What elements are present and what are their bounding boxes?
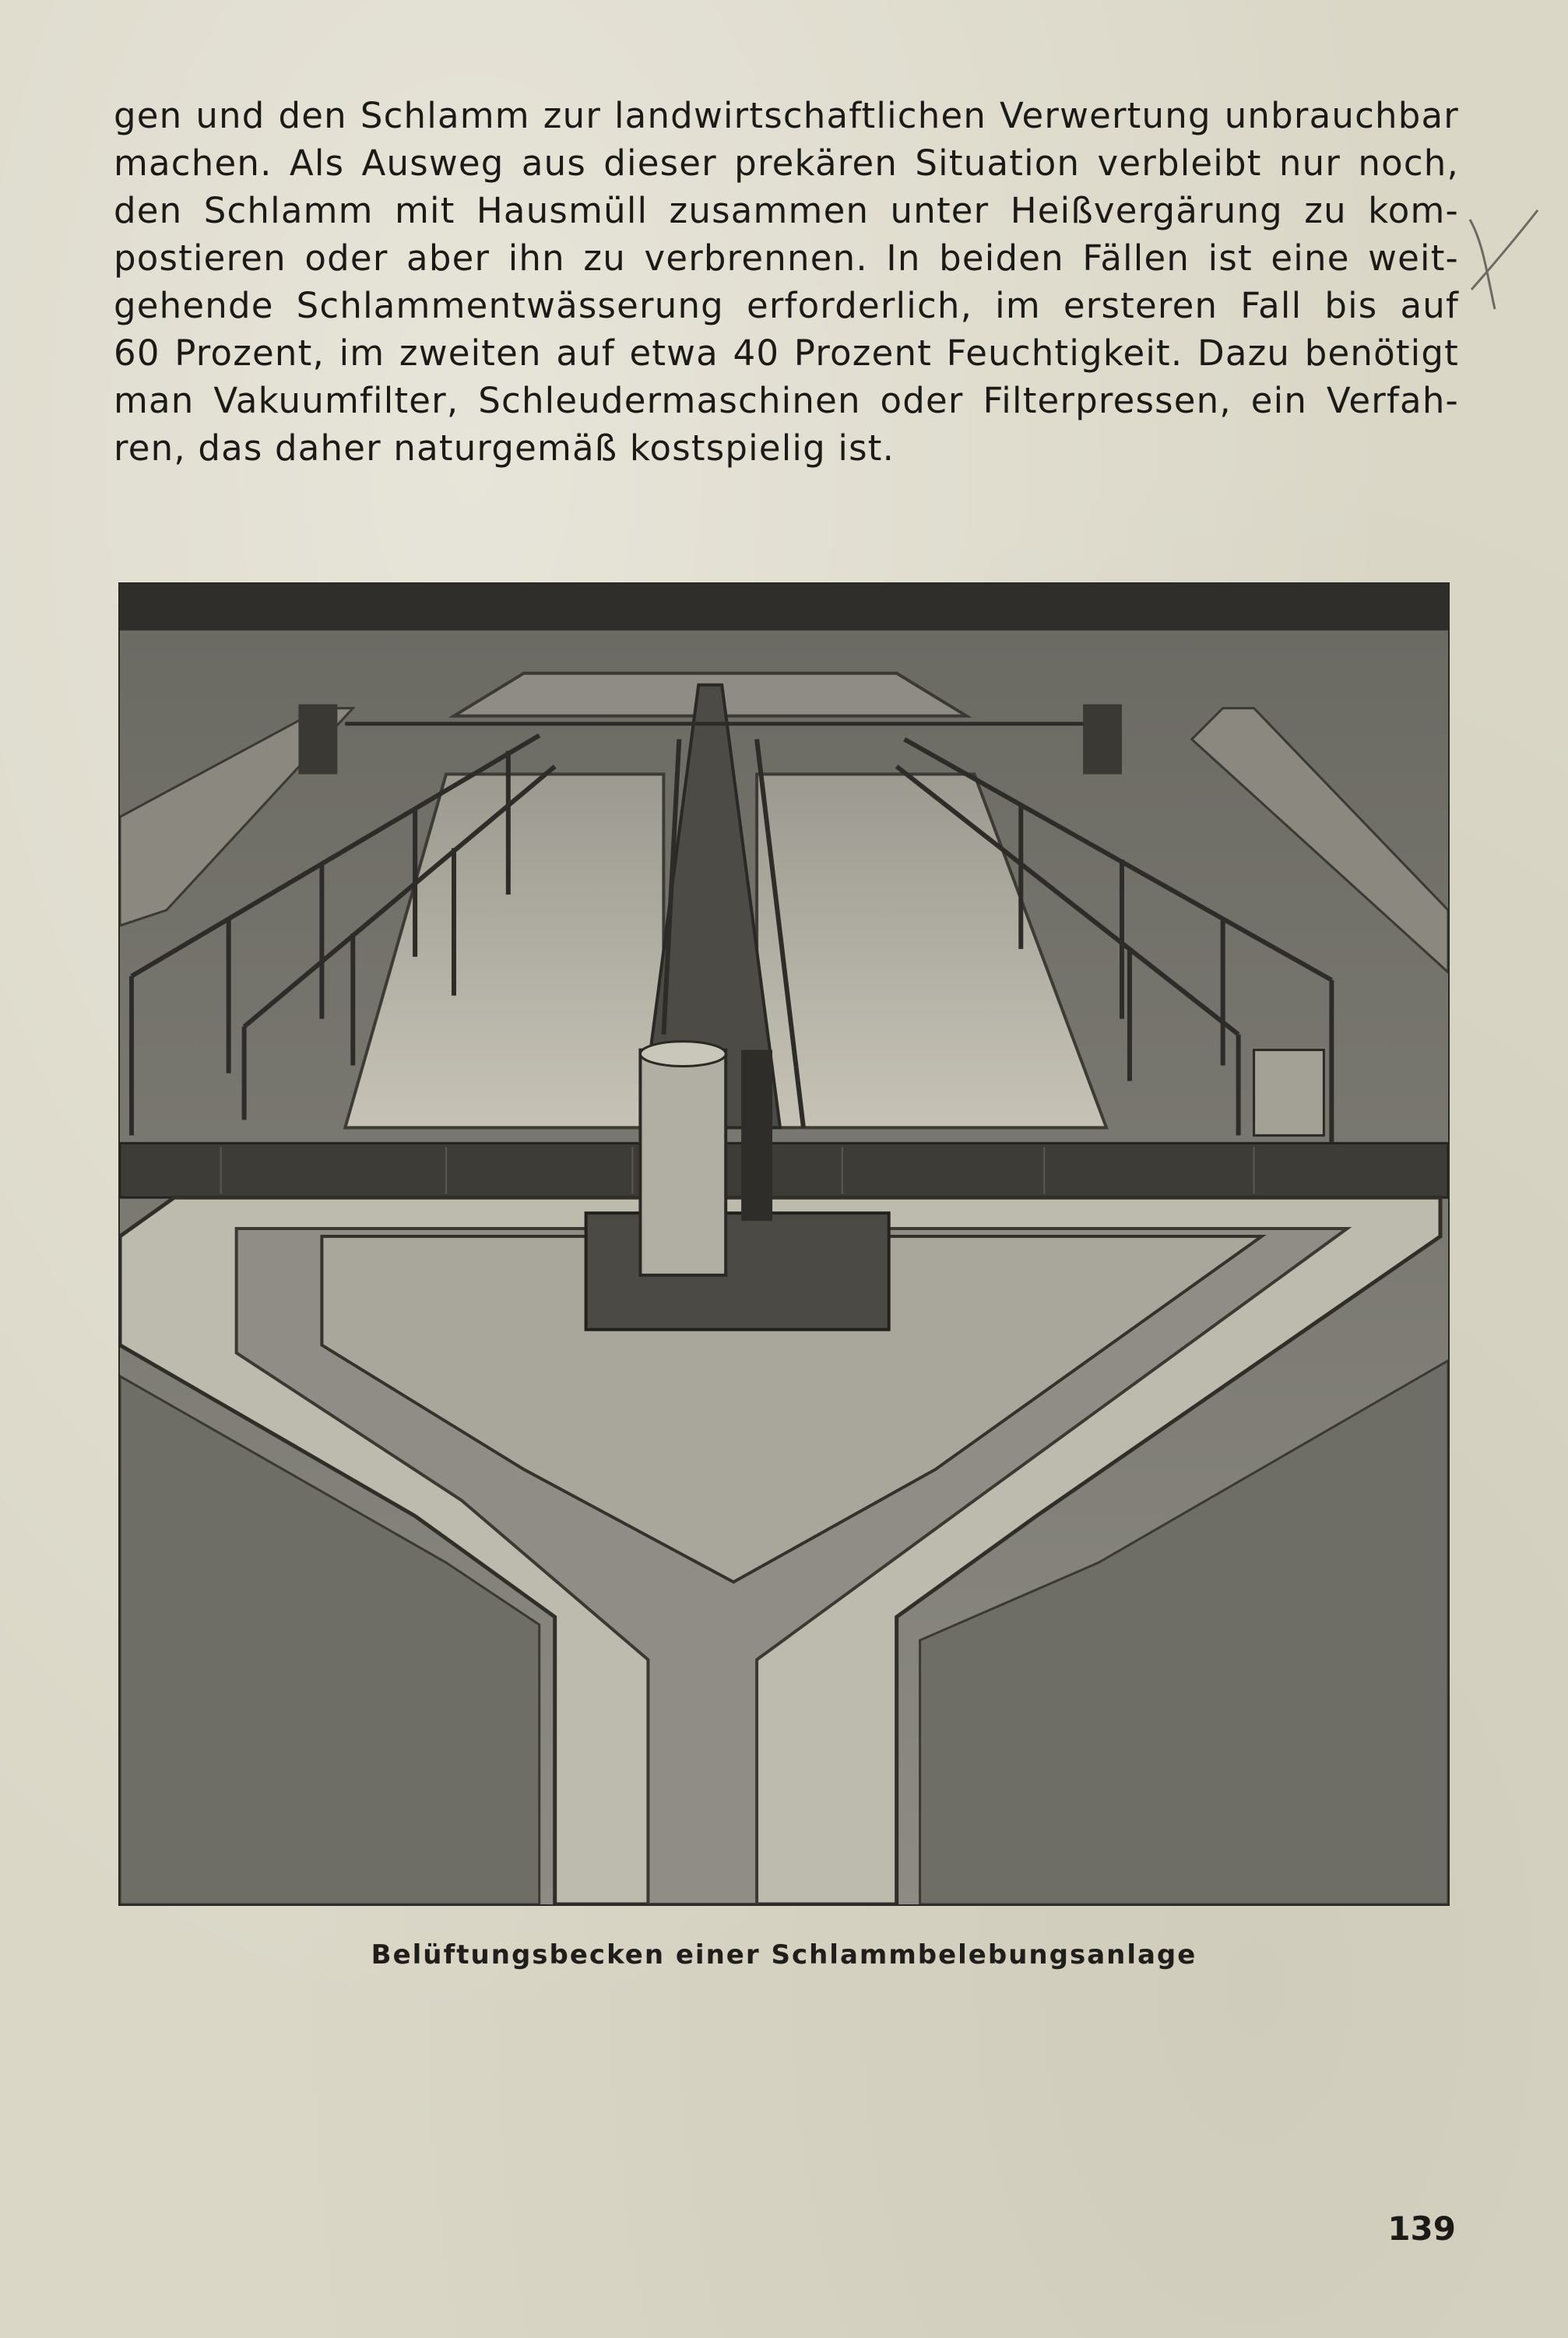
page-number: 139 — [1387, 2210, 1456, 2248]
text-line: gen und den Schlamm zur landwirtschaftlichen Verwertung unbrauchbar — [114, 95, 1459, 136]
body-text — [114, 92, 1459, 472]
figure-caption: Belüftungsbecken einer Schlammbelebungsanlage — [371, 1939, 1197, 1971]
text-line: gehende Schlammentwässerung erforderlich, im ersteren Fall bis auf — [114, 285, 1459, 326]
aeration-tank-photo — [118, 582, 1450, 1906]
text-line: den Schlamm mit Hausmüll zusammen unter Heißvergärung zu kom- — [114, 190, 1459, 231]
pencil-mark-icon — [1464, 204, 1542, 313]
text-line: postieren oder aber ihn zu verbrennen. In beiden Fällen ist eine weit- — [114, 237, 1459, 279]
text-line: ren, das daher naturgemäß kostspielig ist. — [114, 427, 895, 469]
text-line: 60 Prozent, im zweiten auf etwa 40 Prozent Feuchtigkeit. Dazu benötigt — [114, 332, 1459, 374]
text-line: machen. Als Ausweg aus dieser prekären Situation verbleibt nur noch, — [114, 142, 1459, 184]
text-line: man Vakuumfilter, Schleudermaschinen oder Filterpressen, ein Verfah- — [114, 380, 1459, 421]
photo-illustration — [120, 584, 1448, 1904]
